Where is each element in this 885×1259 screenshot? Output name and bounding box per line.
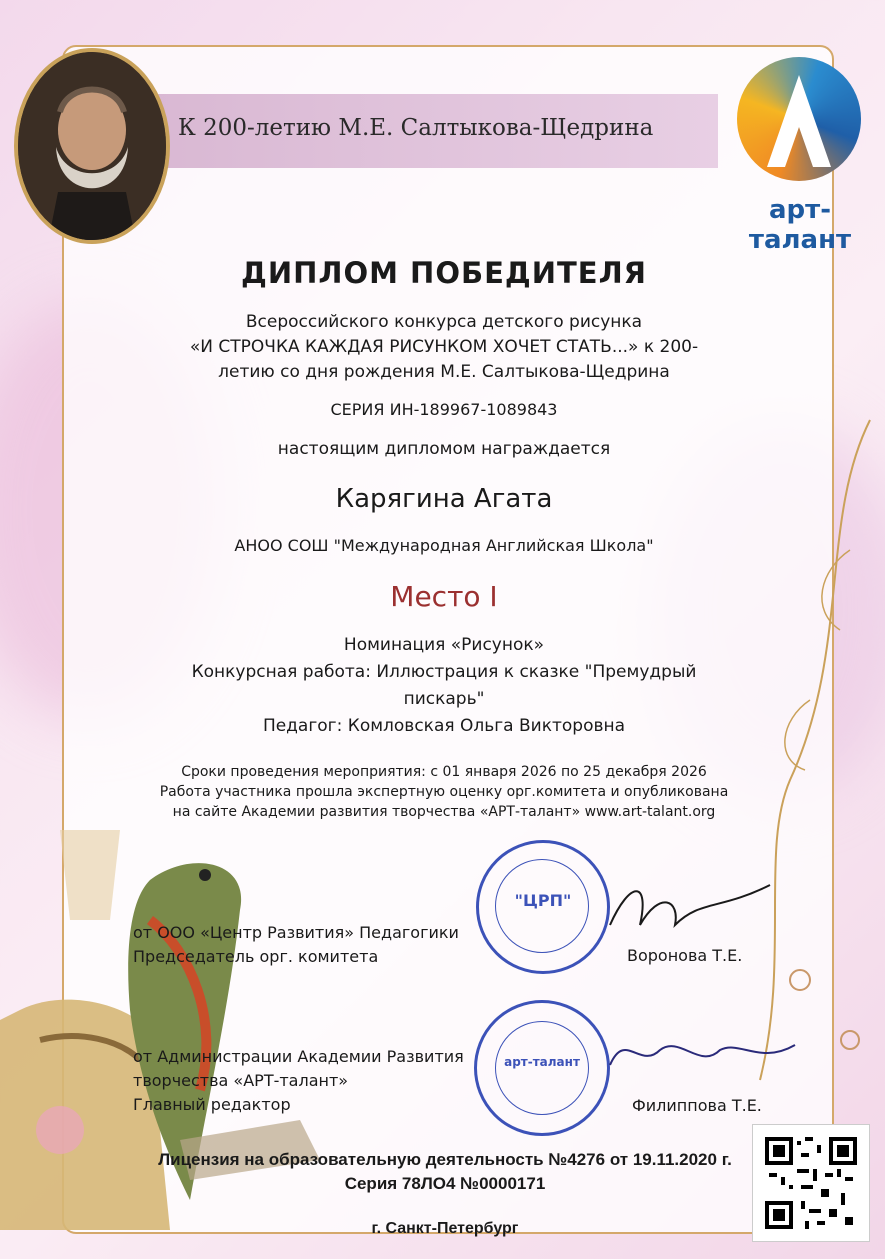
signatory-role-2: Главный редактор	[133, 1095, 291, 1114]
work-title-line: пискарь"	[403, 689, 485, 709]
logo-letter-a-icon	[737, 57, 861, 181]
recipient-name: Карягина Агата	[335, 484, 553, 514]
license-line: Лицензия на образовательную деятельность №4276 от 19.11.2020 г.	[158, 1150, 732, 1169]
nomination: Номинация «Рисунок»	[343, 635, 545, 655]
diploma-title: ДИПЛОМ ПОБЕДИТЕЛЯ	[240, 256, 647, 290]
signatory-name-2: Филиппова Т.Е.	[632, 1096, 762, 1115]
stamp-crp-text: "ЦРП"	[514, 891, 572, 910]
place-label: Место I	[390, 580, 498, 613]
portrait-icon	[18, 52, 166, 240]
license-series: Серия 78ЛО4 №0000171	[344, 1174, 546, 1193]
review-line: Работа участника прошла экспертную оценку орг.комитета и опубликована	[159, 784, 729, 800]
license-info	[150, 1148, 740, 1196]
contest-line: «И СТРОЧКА КАЖДАЯ РИСУНКОМ ХОЧЕТ СТАТЬ...» к 200-	[189, 337, 699, 357]
stamp-crp	[476, 840, 610, 974]
stamp-art-talant	[474, 1000, 610, 1136]
banner-text: К 200-летию М.Е. Салтыкова-Щедрина	[178, 115, 654, 141]
signatory-org-1: от ООО «Центр Развития» Педагогики	[133, 923, 459, 942]
signature-filippova-icon	[600, 1020, 800, 1090]
portrait-image	[14, 48, 170, 244]
signatory-org-2b: творчества «АРТ-талант»	[133, 1071, 349, 1090]
work-title-line: Конкурсная работа: Иллюстрация к сказке "Премудрый	[191, 662, 697, 682]
qr-code-icon	[765, 1137, 857, 1229]
award-text: настоящим дипломом награждается	[277, 439, 611, 459]
stamp-art-talant-text: арт-талант	[504, 1055, 580, 1069]
teacher: Педагог: Комловская Ольга Викторовна	[262, 716, 626, 736]
review-line: на сайте Академии развития творчества «АРТ-талант» www.art-talant.org	[172, 804, 716, 820]
signature-voronova-icon	[600, 870, 780, 950]
contest-line: Всероссийского конкурса детского рисунка	[245, 312, 643, 332]
art-talant-logo	[725, 55, 875, 255]
event-dates: Сроки проведения мероприятия: с 01 января 2026 по 25 декабря 2026	[181, 764, 707, 780]
signatory-org-2: от Администрации Академии Развития	[133, 1047, 464, 1066]
nomination-block	[100, 632, 788, 740]
series-number: СЕРИЯ ИН-189967-1089843	[330, 400, 558, 419]
signatory-name-1: Воронова Т.Е.	[627, 946, 743, 965]
signatory-role-1: Председатель орг. комитета	[133, 947, 379, 966]
logo-text: арт-талант	[748, 195, 852, 255]
school-name: АНОО СОШ "Международная Английская Школа"	[234, 536, 654, 555]
contest-description	[100, 310, 788, 385]
qr-code[interactable]	[752, 1124, 870, 1242]
city: г. Санкт-Петербург	[371, 1220, 519, 1237]
contest-line: летию со дня рождения М.Е. Салтыкова-Щедрина	[218, 362, 670, 382]
